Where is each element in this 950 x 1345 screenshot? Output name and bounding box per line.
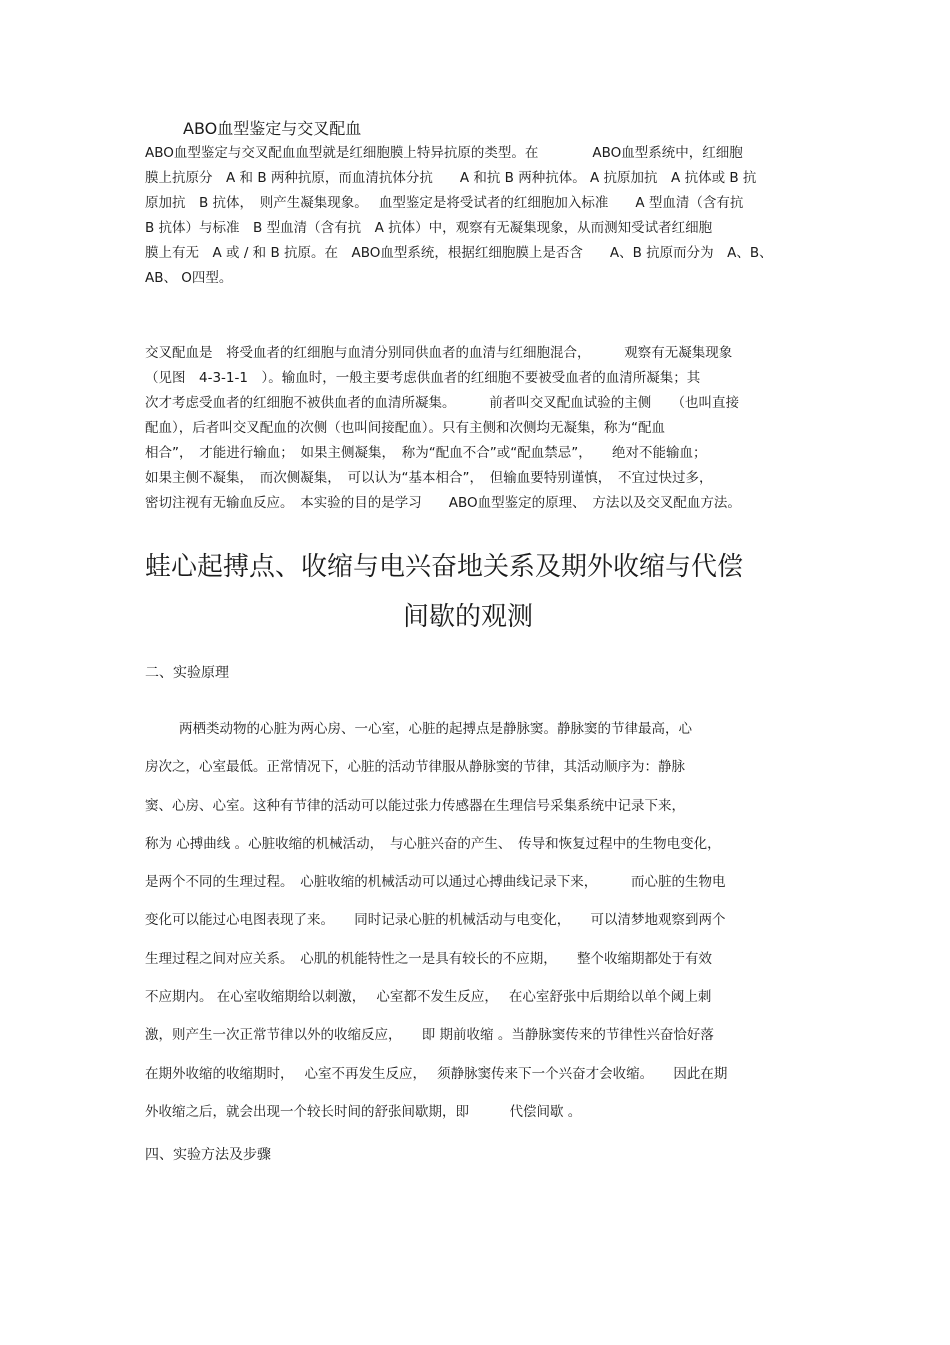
paragraph-line: 外收缩之后，就会出现一个较长时间的舒张间歇期，即 代偿间歇 。 <box>145 1103 582 1120</box>
paragraph-line: 房次之，心室最低。正常情况下，心脏的活动节律服从静脉窦的节律，其活动顺序为：静脉 <box>145 759 685 776</box>
paragraph-line: 膜上抗原分 A 和 B 两种抗原，而血清抗体分抗 A 和抗 B 两种抗体。 A 抗原加抗 A 抗体或 B 抗 <box>145 170 757 186</box>
title-line-2: 间歇的观测 <box>403 602 534 632</box>
title-line-1: 蛙心起搏点、收缩与电兴奋地关系及期外收缩与代偿 <box>145 552 744 582</box>
paragraph-line: ABO血型鉴定与交叉配血血型就是红细胞膜上特异抗原的类型。在 ABO血型系统中，红细胞 <box>145 145 743 161</box>
method-heading: 四、实验方法及步骤 <box>145 1147 271 1163</box>
paragraph-line: B 抗体）与标准 B 型血清（含有抗 A 抗体）中，观察有无凝集现象，从而测知受试者红细胞 <box>145 220 713 236</box>
paragraph-line: 膜上有无 A 或 / 和 B 抗原。在 ABO血型系统，根据红细胞膜上是否含 A、B 抗原而分为 A、B、 <box>145 245 773 261</box>
abo-intro-paragraph <box>145 141 815 291</box>
paragraph-line: 配血），后者叫交叉配血的次侧（也叫间接配血）。只有主侧和次侧均无凝集，称为“配血 <box>145 420 665 436</box>
paragraph-line: 激，则产生一次正常节律以外的收缩反应， 即 期前收缩 。当静脉窦传来的节律性兴奋恰好落 <box>145 1027 714 1044</box>
paragraph-line: 生理过程之间对应关系。 心肌的机能特性之一是具有较长的不应期， 整个收缩期都处于有效 <box>145 950 712 967</box>
crossmatch-paragraph <box>145 341 815 516</box>
paragraph-line: 称为 心搏曲线 。心脏收缩的机械活动， 与心脏兴奋的产生、 传导和恢复过程中的生物电变化， <box>145 835 721 852</box>
paragraph-line: 在期外收缩的收缩期时， 心室不再发生反应， 须静脉窦传来下一个兴奋才会收缩。 因此在期 <box>145 1065 728 1082</box>
paragraph-line: 密切注视有无输血反应。 本实验的目的是学习 ABO血型鉴定的原理、 方法以及交叉配血方法。 <box>145 495 741 511</box>
paragraph-line: 交叉配血是 将受血者的红细胞与血清分别同供血者的血清与红细胞混合， 观察有无凝集现象 <box>145 345 733 361</box>
paragraph-line: AB、 O四型。 <box>145 270 233 286</box>
abo-section-title: ABO血型鉴定与交叉配血 <box>183 119 362 138</box>
principle-heading: 二、实验原理 <box>145 665 229 681</box>
paragraph-line: 次才考虑受血者的红细胞不被供血者的血清所凝集。 前者叫交叉配血试验的主侧 （也叫直接 <box>145 395 739 411</box>
paragraph-line: 是两个不同的生理过程。 心脏收缩的机械活动可以通过心搏曲线记录下来， 而心脏的生物电 <box>145 874 726 891</box>
paragraph-line: （见图 4-3-1-1 ）。输血时，一般主要考虑供血者的红细胞不要被受血者的血清所凝集；其 <box>145 370 701 386</box>
paragraph-line: 原加抗 B 抗体， 则产生凝集现象。 血型鉴定是将受试者的红细胞加入标准 A 型血清（含有抗 <box>145 195 744 211</box>
paragraph-line: 不应期内。 在心室收缩期给以刺激， 心室都不发生反应， 在心室舒张中后期给以单个阈上刺 <box>145 989 712 1006</box>
paragraph-line: 如果主侧不凝集， 而次侧凝集， 可以认为“基本相合”， 但输血要特别谨慎， 不宜过快过多， <box>145 470 713 486</box>
paragraph-line: 窦、心房、心室。这种有节律的活动可以能过张力传感器在生理信号采集系统中记录下来， <box>145 797 685 814</box>
frog-heart-title <box>145 542 825 642</box>
principle-paragraph <box>145 710 815 1131</box>
paragraph-line: 变化可以能过心电图表现了来。 同时记录心脏的机械活动与电变化， 可以清梦地观察到两个 <box>145 912 726 929</box>
paragraph-line: 两栖类动物的心脏为两心房、一心室，心脏的起搏点是静脉窦。静脉窦的节律最高，心 <box>179 721 692 737</box>
paragraph-line: 相合”， 才能进行输血； 如果主侧凝集， 称为“配血不合”或“配血禁忌”， 绝对不能输血； <box>145 445 707 461</box>
